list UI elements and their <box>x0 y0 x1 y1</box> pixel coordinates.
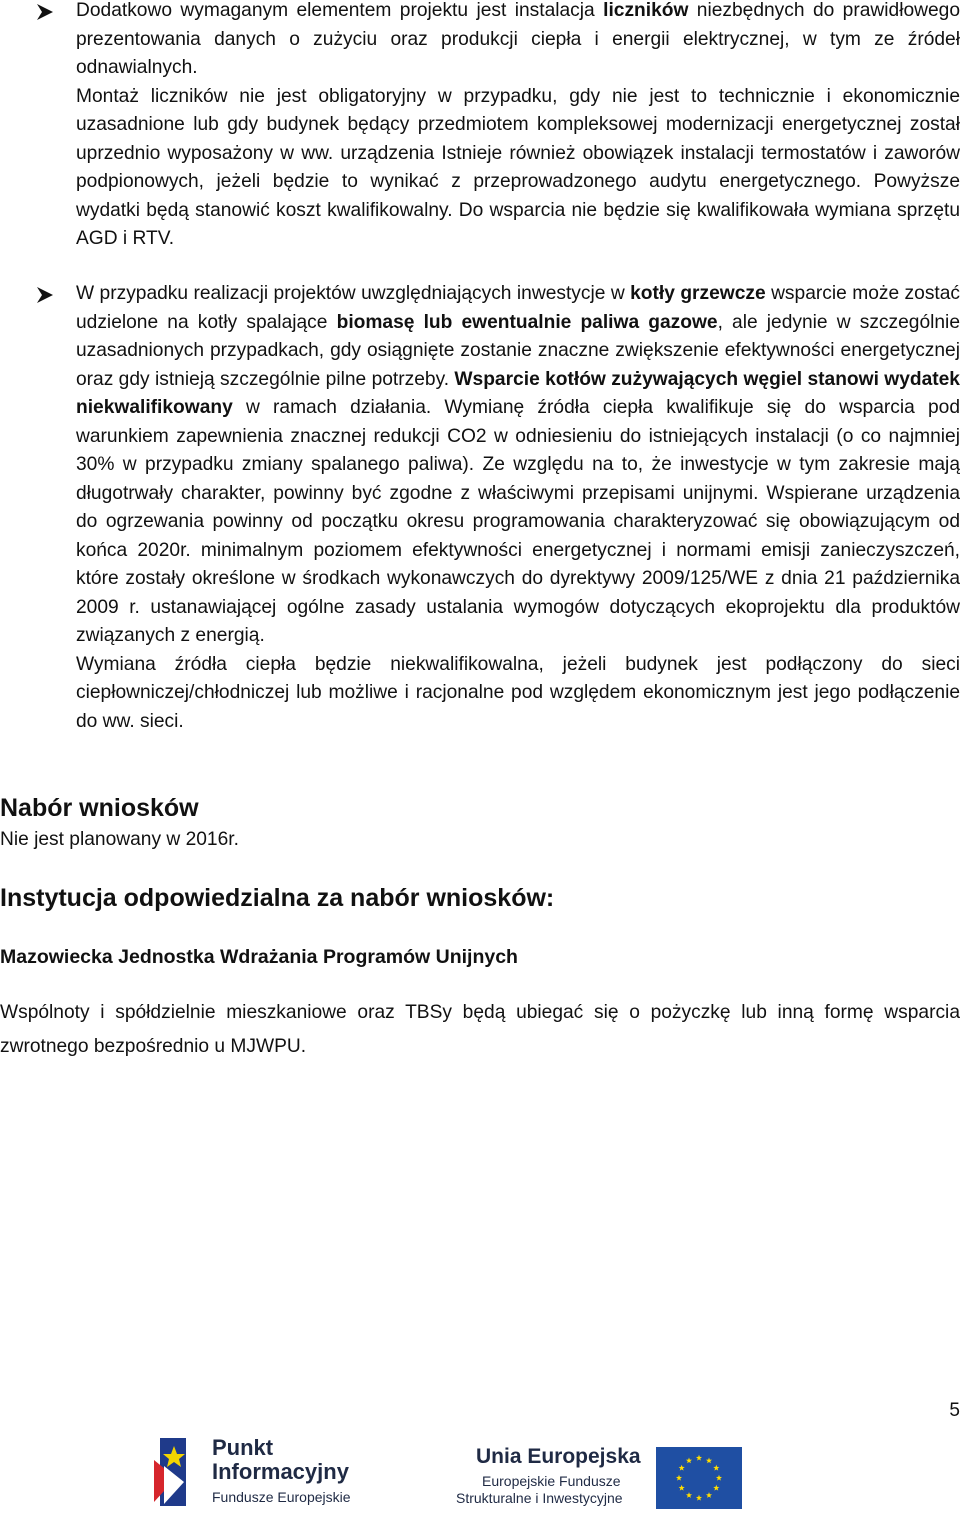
unia-europejska-logo <box>456 1445 746 1511</box>
logo-line: Punkt <box>212 1435 274 1460</box>
fundusze-europejskie-emblem-icon <box>150 1432 196 1512</box>
arrowhead-bullet-icon <box>36 286 54 304</box>
nabor-text: Nie jest planowany w 2016r. <box>0 829 239 850</box>
logo-line: Unia Europejska <box>476 1445 641 1468</box>
institution-name: Mazowiecka Jednostka Wdrażania Programów Unijnych <box>0 946 518 968</box>
paragraph: Montaż liczników nie jest obligatoryjny w przypadku, gdy nie jest to technicznie i ekonomicznie uzasadnione lub gdy budynek będący przedmiotem kompleksowej modernizacji energetycznej został uprzednio wyposażony w ww. urządzenia Istnieje również obowiązek instalacji termostatów i zaworów podpionowych, jeżeli będzie to wynikać z przeprowadzonego audytu energetycznego. Powyższe wydatki będą stanowić koszt kwalifikowalny. Do wsparcia nie będzie się kwalifikowała wymiana sprzętu AGD i RTV. <box>76 85 960 249</box>
logo-line: Europejskie Fundusze <box>482 1473 621 1489</box>
bullet-text <box>76 0 960 254</box>
bullet-text <box>76 280 960 736</box>
paragraph: Wymiana źródła ciepła będzie niekwalifikowalna, jeżeli budynek jest podłączony do sieci ciepłowniczej/chłodniczej lub możliwe i racjonalne pod względem ekonomicznym jest jego podłączenie do ww. sieci. <box>76 653 960 732</box>
eu-flag-icon <box>656 1447 742 1509</box>
page-number: 5 <box>949 1400 960 1421</box>
paragraph: W przypadku realizacji projektów uwzględniających inwestycje w kotły grzewcze wsparcie może zostać udzielone na kotły spalające biomasę lub ewentualnie paliwa gazowe, ale jedynie w szczególnie uzasadnionych przypadkach, gdy osiągnięte zostanie znaczne zwiększenie efektywności energetycznej oraz gdy istnieją szczególnie pilne potrzeby. Wsparcie kotłów zużywających węgiel stanowi wydatek niekwalifikowany w ramach działania. Wymianę źródła ciepła kwalifikuje się do wsparcia pod warunkiem zapewnienia znacznej redukcji CO2 w odniesieniu do istniejących instalacji (o co najmniej 30% w przypadku zmiany spalanego paliwa). Ze względu na to, że inwestycje w tym zakresie mają długotrwały charakter, powinny być zgodne z właściwymi przepisami unijnymi. Wspierane urządzenia do ogrzewania powinny od początku okresu programowania charakteryzować się obowiązującym od końca 2020r. minimalnym poziomem efektywności energetycznej i normami emisji zanieczyszczeń, które zostały określone w środkach wykonawczych do dyrektywy 2009/125/WE z dnia 21 października 2009 r. ustanawiającej ogólne zasady ustalania wymogów dotyczących ekoprojektu dla produktów związanych z energią. <box>76 283 960 646</box>
paragraph: Dodatkowo wymaganym elementem projektu jest instalacja liczników niezbędnych do prawidłowego prezentowania danych o zużyciu oraz produkcji ciepła i energii elektrycznej, w tym ze źródeł odnawialnych. <box>76 0 960 78</box>
logo-line: Informacyjny <box>212 1459 349 1484</box>
punkt-informacyjny-logo <box>150 1432 370 1512</box>
section-heading-nabor: Nabór wniosków <box>0 794 199 822</box>
logo-line: Fundusze Europejskie <box>212 1489 351 1505</box>
institution-text: Wspólnoty i spółdzielnie mieszkaniowe oraz TBSy będą ubiegać się o pożyczkę lub inną formę wsparcia zwrotnego bezpośrednio u MJWPU. <box>0 1002 960 1057</box>
section-heading-instytucja: Instytucja odpowiedzialna za nabór wniosków: <box>0 884 555 912</box>
arrowhead-bullet-icon <box>36 3 54 21</box>
logo-line: Strukturalne i Inwestycyjne <box>456 1490 623 1506</box>
